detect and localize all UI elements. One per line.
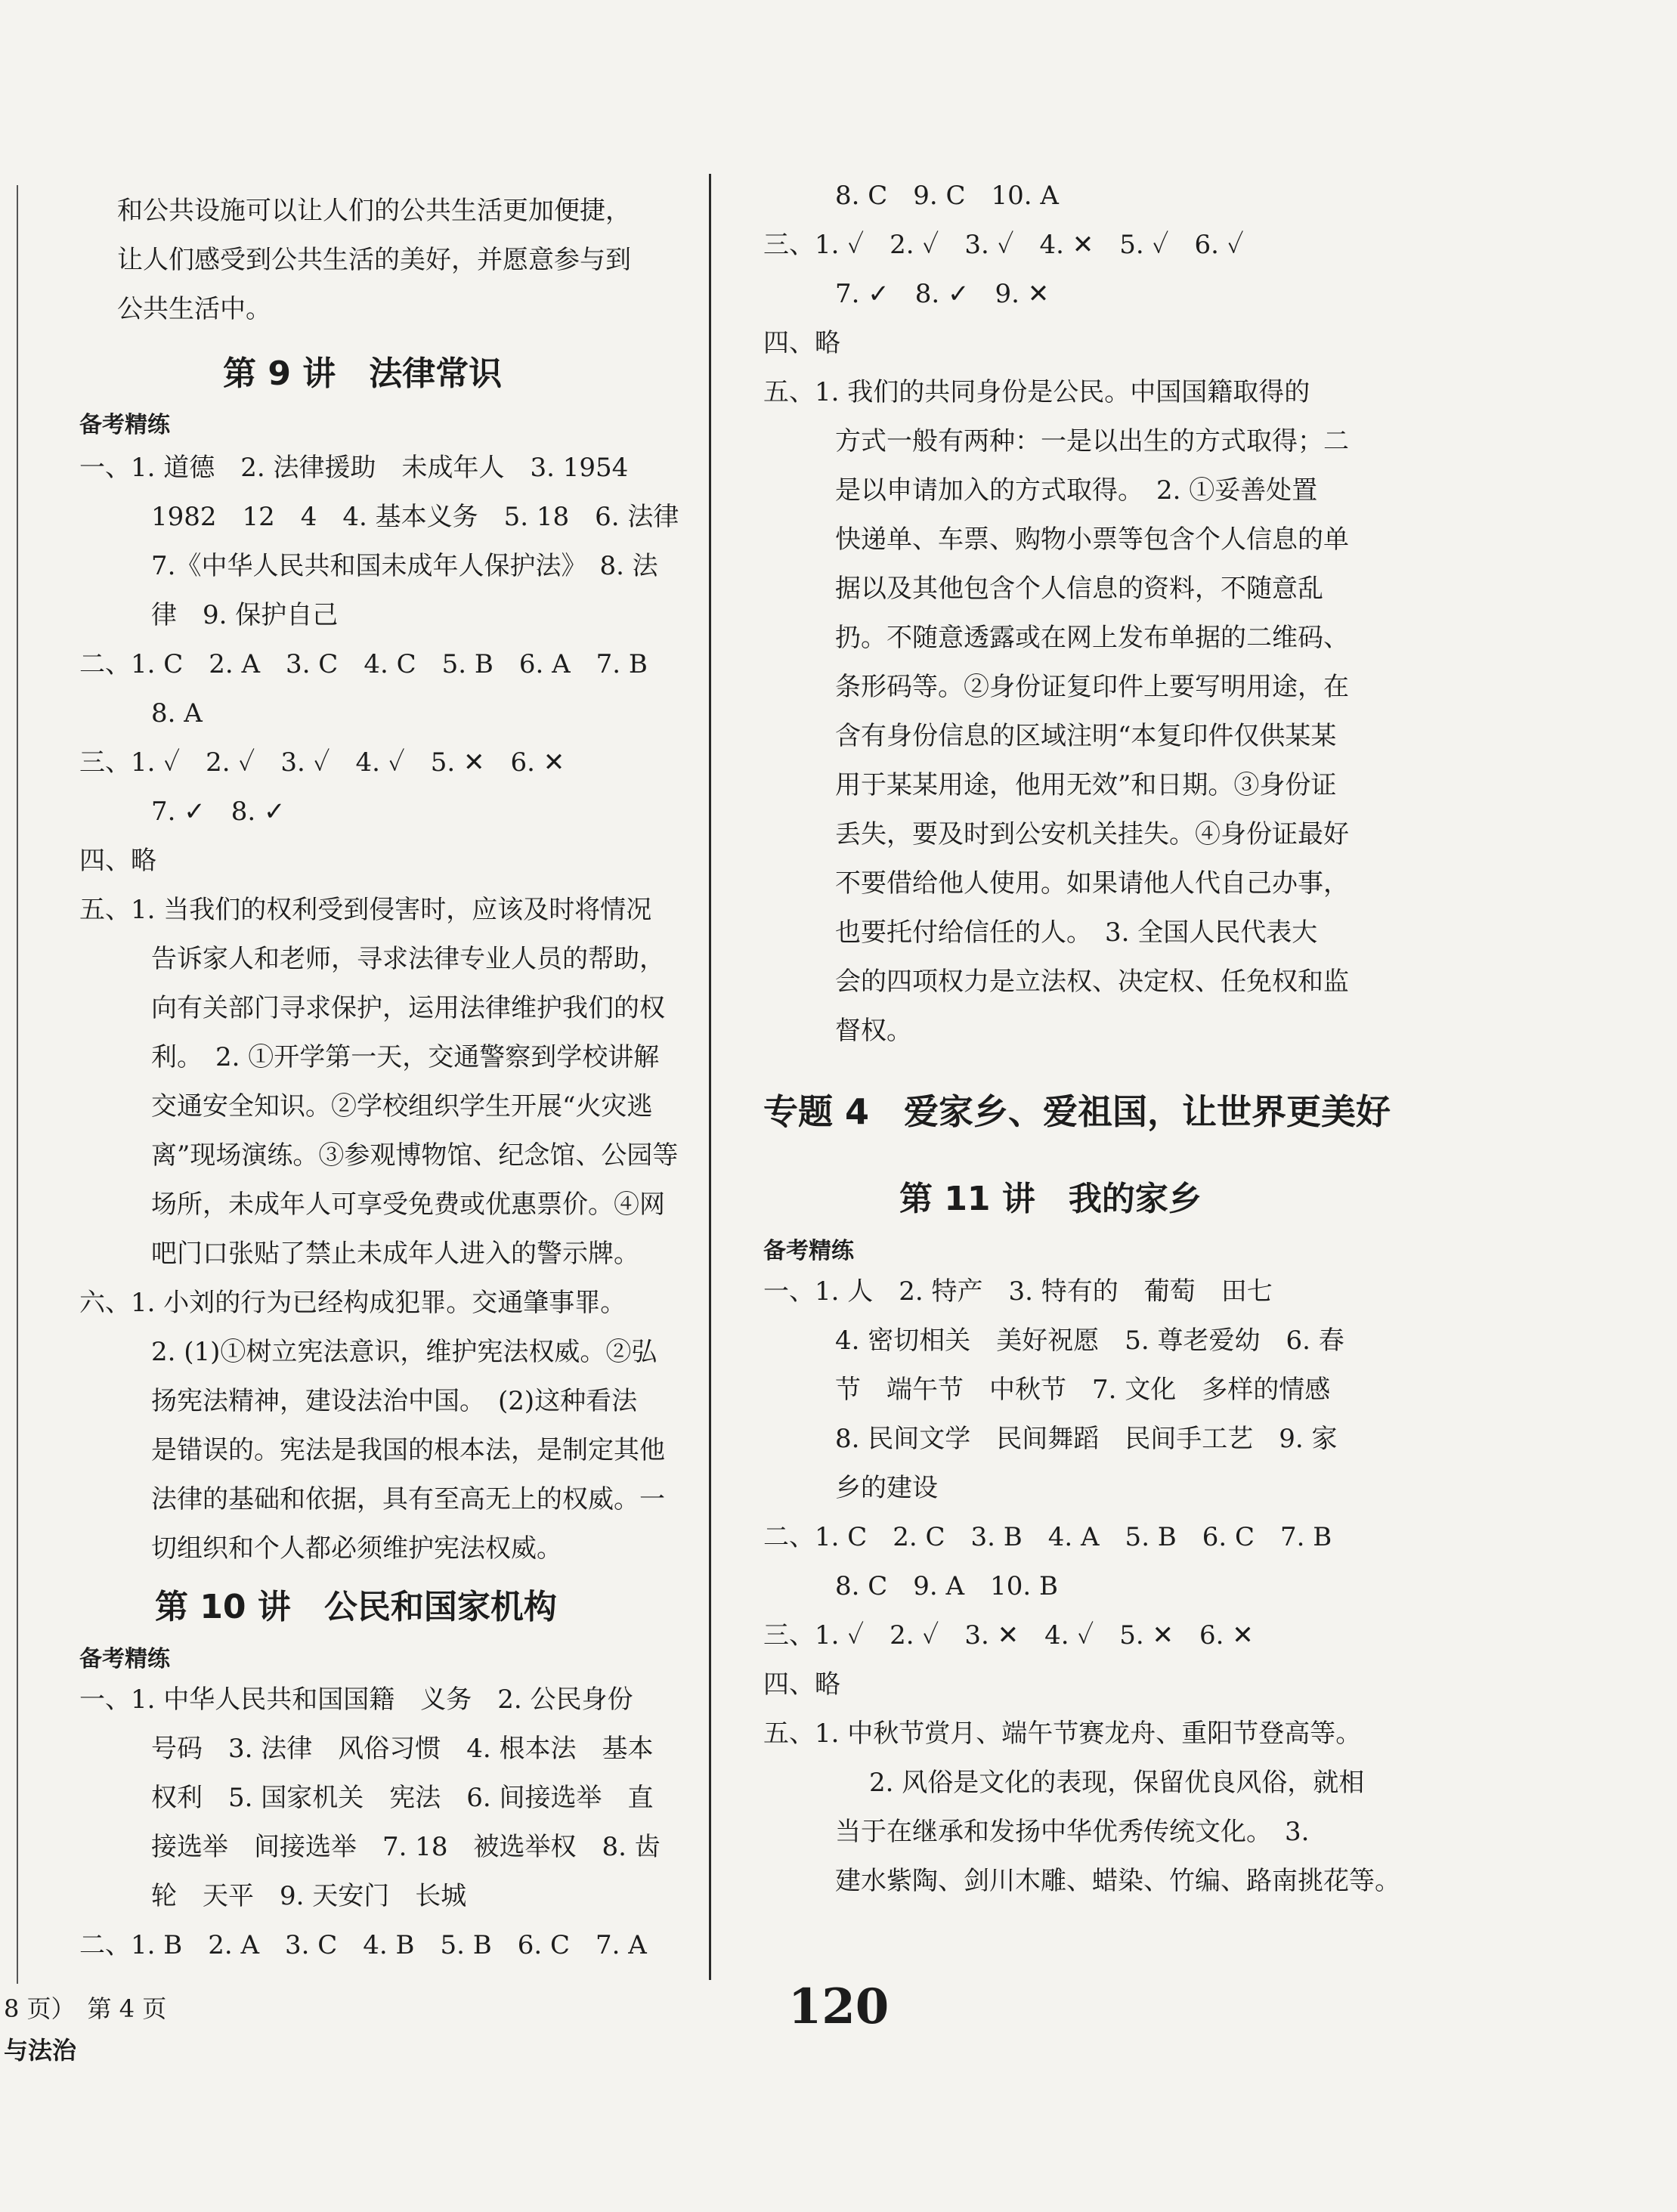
answer-line: 权利 5. 国家机关 宪法 6. 间接选举 直 xyxy=(151,1783,654,1813)
answer-line: 7. ✓ 8. ✓ xyxy=(151,797,286,827)
answer-line: 8. 民间文学 民间舞蹈 民间手工艺 9. 家 xyxy=(835,1424,1338,1454)
lesson-9-title: 第 9 讲 法律常识 xyxy=(223,354,503,393)
answer-line: 吧门口张贴了禁止未成年人进入的警示牌。 xyxy=(151,1239,639,1269)
answer-line: 扬宪法精神，建设法治中国。 (2)这种看法 xyxy=(151,1386,638,1416)
answer-line: 7. ✓ 8. ✓ 9. ✕ xyxy=(835,279,1050,309)
answer-line: 1982 12 4 4. 基本义务 5. 18 6. 法律 xyxy=(151,502,679,532)
answer-line: 建水紫陶、剑川木雕、蜡染、竹编、路南挑花等。 xyxy=(835,1866,1400,1896)
answer-line: 六、1. 小刘的行为已经构成犯罪。交通肇事罪。 xyxy=(79,1288,627,1318)
footer-page-ref: 8 页） 第 4 页 xyxy=(4,1994,167,2023)
lesson-10-title: 第 10 讲 公民和国家机构 xyxy=(155,1588,557,1626)
answer-line: 三、1. ✓ 2. ✓ 3. ✕ 4. ✓ 5. ✕ 6. ✕ xyxy=(763,1620,1254,1650)
answer-line: 丢失，要及时到公安机关挂失。④身份证最好 xyxy=(835,819,1349,849)
answer-line: 场所，未成年人可享受免费或优惠票价。④网 xyxy=(151,1190,665,1220)
answer-line: 8. A xyxy=(151,698,203,729)
answer-line: 4. 密切相关 美好祝愿 5. 尊老爱幼 6. 春 xyxy=(835,1326,1344,1356)
answer-line: 含有身份信息的区域注明“本复印件仅供某某 xyxy=(835,721,1337,751)
answer-line: 条形码等。②身份证复印件上要写明用途，在 xyxy=(835,672,1349,702)
answer-line: 一、1. 中华人民共和国国籍 义务 2. 公民身份 xyxy=(79,1685,633,1715)
page-edge-line xyxy=(17,185,18,1984)
lesson-11-title: 第 11 讲 我的家乡 xyxy=(899,1180,1202,1218)
answer-line: 五、1. 我们的共同身份是公民。中国国籍取得的 xyxy=(763,377,1310,407)
answer-line: 不要借给他人使用。如果请他人代自己办事， xyxy=(835,868,1349,899)
answer-line: 扔。不随意透露或在网上发布单据的二维码、 xyxy=(835,623,1349,653)
answer-line: 五、1. 中秋节赏月、端午节赛龙舟、重阳节登高等。 xyxy=(763,1719,1362,1749)
footer-subject-fragment: 与法治 xyxy=(4,2036,77,2065)
answer-line: 轮 天平 9. 天安门 长城 xyxy=(151,1881,467,1911)
answer-line: 快递单、车票、购物小票等包含个人信息的单 xyxy=(835,524,1349,555)
answer-line: 是以申请加入的方式取得。 2. ①妥善处置 xyxy=(835,475,1318,506)
answer-line: 号码 3. 法律 风俗习惯 4. 根本法 基本 xyxy=(151,1734,654,1764)
answer-line: 督权。 xyxy=(835,1016,912,1046)
answer-line: 2. 风俗是文化的表现，保留优良风俗，就相 xyxy=(869,1768,1365,1798)
answer-line: 交通安全知识。②学校组织学生开展“火灾逃 xyxy=(151,1091,653,1121)
answer-line: 四、略 xyxy=(763,328,840,358)
answer-line: 用于某某用途，他用无效”和日期。③身份证 xyxy=(835,770,1337,800)
page-number: 120 xyxy=(787,1978,890,2035)
answer-line: 也要托付给信任的人。 3. 全国人民代表大 xyxy=(835,917,1318,948)
answer-line: 三、1. ✓ 2. ✓ 3. ✓ 4. ✓ 5. ✕ 6. ✕ xyxy=(79,747,565,778)
answer-line: 告诉家人和老师，寻求法律专业人员的帮助， xyxy=(151,944,665,974)
answer-line: 二、1. C 2. A 3. C 4. C 5. B 6. A 7. B xyxy=(79,649,648,679)
answer-line: 2. (1)①树立宪法意识，维护宪法权威。②弘 xyxy=(151,1337,657,1367)
section-label: 备考精练 xyxy=(79,1646,170,1672)
text-line: 和公共设施可以让人们的公共生活更加便捷， xyxy=(117,196,631,226)
answer-line: 离”现场演练。③参观博物馆、纪念馆、公园等 xyxy=(151,1140,679,1171)
answer-line: 四、略 xyxy=(763,1669,840,1700)
answer-line: 据以及其他包含个人信息的资料，不随意乱 xyxy=(835,574,1323,604)
answer-line: 一、1. 人 2. 特产 3. 特有的 葡萄 田七 xyxy=(763,1276,1273,1307)
answer-line: 三、1. ✓ 2. ✓ 3. ✓ 4. ✕ 5. ✓ 6. ✓ xyxy=(763,230,1244,260)
answer-line: 乡的建设 xyxy=(835,1473,938,1503)
answer-line: 二、1. B 2. A 3. C 4. B 5. B 6. C 7. A xyxy=(79,1930,647,1960)
column-divider xyxy=(709,174,711,1980)
answer-line: 8. C 9. A 10. B xyxy=(835,1571,1058,1601)
section-label: 备考精练 xyxy=(79,412,170,438)
answer-line: 方式一般有两种：一是以出生的方式取得；二 xyxy=(835,426,1349,456)
answer-line: 接选举 间接选举 7. 18 被选举权 8. 齿 xyxy=(151,1832,661,1862)
answer-line: 二、1. C 2. C 3. B 4. A 5. B 6. C 7. B xyxy=(763,1522,1332,1552)
answer-line: 法律的基础和依据，具有至高无上的权威。一 xyxy=(151,1484,665,1514)
section-label: 备考精练 xyxy=(763,1238,854,1264)
answer-line: 利。 2. ①开学第一天，交通警察到学校讲解 xyxy=(151,1042,660,1072)
text-line: 公共生活中。 xyxy=(117,294,271,324)
answer-line: 7.《中华人民共和国未成年人保护法》 8. 法 xyxy=(151,551,658,581)
answer-line: 四、略 xyxy=(79,846,156,876)
answer-line: 五、1. 当我们的权利受到侵害时，应该及时将情况 xyxy=(79,895,652,925)
answer-line: 切组织和个人都必须维护宪法权威。 xyxy=(151,1533,562,1564)
answer-line: 当于在继承和发扬中华优秀传统文化。 3. xyxy=(835,1817,1310,1847)
answer-line: 8. C 9. C 10. A xyxy=(835,181,1059,211)
answer-line: 是错误的。宪法是我国的根本法，是制定其他 xyxy=(151,1435,665,1465)
answer-line: 一、1. 道德 2. 法律援助 未成年人 3. 1954 xyxy=(79,453,629,483)
text-line: 让人们感受到公共生活的美好，并愿意参与到 xyxy=(117,245,631,275)
answer-line: 律 9. 保护自己 xyxy=(151,600,339,630)
topic-4-title: 专题 4 爱家乡、爱祖国，让世界更美好 xyxy=(763,1091,1391,1132)
answer-line: 节 端午节 中秋节 7. 文化 多样的情感 xyxy=(835,1375,1331,1405)
answer-line: 会的四项权力是立法权、决定权、任免权和监 xyxy=(835,967,1349,997)
answer-line: 向有关部门寻求保护，运用法律维护我们的权 xyxy=(151,993,665,1023)
